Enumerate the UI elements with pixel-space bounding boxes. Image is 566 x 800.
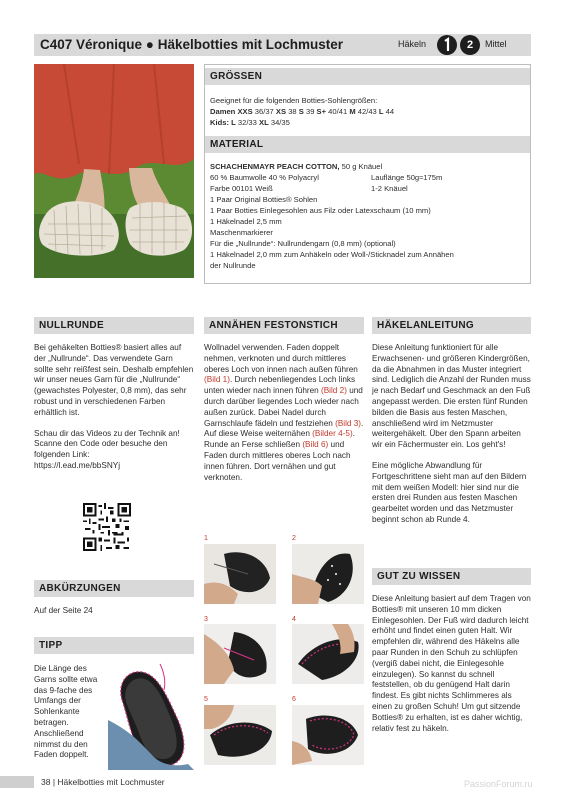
damen-label: Damen	[210, 107, 236, 116]
nullrunde-paragraph: Bei gehäkelten Botties® basiert alles auf der „Nullrunde“. Das verwendete Garn sollte sehr reißfest sein. Deshalb empfehlen wir unser neues Garn für die „Nullrunde“ (gewachstes Polyester, 0,8 mm), das sehr robust und in verschiedenen Farben erhältlich ist.	[34, 343, 194, 417]
photo-ref: (Bild 1)	[204, 375, 230, 385]
groessen-heading: GRÖSSEN	[205, 68, 530, 85]
yarn-composition: 60 % Baumwolle 40 % Polyacryl	[210, 173, 319, 182]
yarn-name: SCHACHENMAYR PEACH COTTON,	[210, 162, 340, 171]
material-line: Maschenmarkierer	[210, 228, 273, 237]
video-link[interactable]: https://l.ead.me/bbSNYj	[34, 460, 121, 470]
nullrunde-paragraph: Schau dir das Videos zu der Technik an! Scanne den Code oder besuche den folgenden Link:	[34, 428, 180, 460]
tipp-text: Die Länge des Garns sollte etwa das 9-fache des Umfangs der Sohlenkante betragen. Anschließend nimmst du den Faden doppelt.	[34, 664, 98, 760]
kids-label: Kids:	[210, 118, 229, 127]
level-one-icon	[437, 35, 457, 55]
haekelanleitung-paragraph: Eine mögliche Abwandlung für Fortgeschrittene sieht man auf den Bildern mit dem weißen Modell: hier sind nur die ersten drei Runden aus festen Maschen gearbeitet worden und das Netzmuster beginnt schon ab Runde 4.	[372, 460, 527, 524]
nullrunde-text	[34, 343, 194, 472]
material-heading: MATERIAL	[205, 136, 530, 153]
haekelanleitung-text	[372, 343, 531, 526]
haekelanleitung-heading: HÄKELANLEITUNG	[372, 317, 531, 334]
level-number-badge: 2	[460, 35, 480, 55]
footer-bar	[0, 776, 34, 788]
material-line: 1 Häkelnadel 2,5 mm	[210, 217, 282, 226]
gut-zu-wissen-heading: GUT ZU WISSEN	[372, 568, 531, 585]
title-bar	[34, 34, 531, 56]
page-title: C407 Véronique ● Häkelbotties mit Lochmuster	[40, 37, 343, 52]
yarn-color: Farbe 00101 Weiß	[210, 184, 273, 193]
level-label: Häkeln	[398, 39, 427, 49]
abkuerzungen-text: Auf der Seite 24	[34, 606, 93, 615]
material-line: 1 Paar Original Botties® Sohlen	[210, 195, 318, 204]
yarn-length: Lauflänge 50g≈175m	[371, 173, 443, 182]
gut-zu-wissen-text: Diese Anleitung basiert auf dem Tragen von Botties® mit unseren 10 mm dicken Einlegesohlen. Der Fuß wird dadurch leicht erhöht und findet einen guten Halt. Wir empfehlen dir, während des Häkelns alle paar Runden in den Schuh zu schlüpfen (vergiß dabei nicht, die Einlegesohle einzulegen). So kannst du schnell feststellen, ob du genügend Halt darin findest. Es gibt nichts Schlimmeres als einen zu großen Schuh! Um gut sitzende Botties® zu erhalten, ist es daher wichtig, relativ fest zu häkeln.	[372, 594, 531, 733]
yarn-amount: 50 g Knäuel	[339, 162, 383, 171]
watermark: PassionForum.ru	[464, 779, 533, 789]
step-photo-4	[292, 624, 364, 684]
level-name: Mittel	[485, 39, 507, 49]
step-photo-1	[204, 544, 276, 604]
photo-number: 1	[204, 535, 208, 542]
photo-number: 2	[292, 535, 296, 542]
step-photo-3	[204, 624, 276, 684]
abkuerzungen-heading: ABKÜRZUNGEN	[34, 580, 194, 597]
tipp-photo	[108, 660, 194, 770]
photo-ref: (Bild 3)	[335, 418, 362, 428]
material-line: Für die „Nullrunde“: Nullrundengarn (0,8 mm) (optional)	[210, 239, 396, 248]
photo-number: 6	[292, 696, 296, 703]
nullrunde-heading: NULLRUNDE	[34, 317, 194, 334]
kids-sizes: Kids: L 32/33 XL 34/35	[210, 118, 290, 127]
yarn-line	[210, 162, 382, 173]
material-line: 1 Paar Botties Einlegesohlen aus Filz oder Latexschaum (10 mm)	[210, 206, 431, 215]
qr-code[interactable]	[83, 503, 131, 551]
tipp-heading: TIPP	[34, 637, 194, 654]
photo-number: 4	[292, 616, 296, 623]
annaehen-text: Wollnadel verwenden. Faden doppelt nehmen, verknoten und durch mittleres oberes Loch von innen nach außen führen (Bild 1). Durch nebenliegendes Loch links unten wieder nach innen führen (Bild 2) und durch darüber liegendes Loch wieder nach außen zurück. Dabei Nadel durch Garnschlaufe fädeln und festziehen (Bild 3). Auf diese Weise weiternähen (Bilder 4-5). Runde an Ferse schließen (Bild 6) und Faden durch mittleres oberes Loch nach innen führen. Dort vernähen und gut verknoten.	[204, 343, 364, 482]
photo-number: 5	[204, 696, 208, 703]
photo-ref: (Bilder 4-5)	[312, 429, 353, 439]
step-photo-2	[292, 544, 364, 604]
page-footer: 38 | Häkelbotties mit Lochmuster	[41, 777, 165, 787]
photo-ref: (Bild 2)	[320, 386, 347, 396]
photo-number: 3	[204, 616, 208, 623]
haekelanleitung-paragraph: Diese Anleitung funktioniert für alle Erwachsenen- und größeren Kindergrößen, da die Abnahmen in das Muster integriert sind. Lediglich die Anzahl der Runden muss je nach Bedarf und Geschmack an den Fuß angepasst werden. Die ersten fünf Runden bilden die Basis aus festen Maschen, anschließend wird im Netzmuster weitergehäkelt. Über den Spann arbeiten wir ein Fächermuster ein. Los geht's!	[372, 343, 531, 450]
yarn-skeins: 1-2 Knäuel	[371, 184, 408, 193]
step-photo-5	[204, 705, 276, 765]
damen-sizes: Damen XXS 36/37 XS 38 S 39 S+ 40/41 M 42/43 L 44	[210, 107, 395, 116]
step-photo-6	[292, 705, 364, 765]
annaehen-heading: ANNÄHEN FESTONSTICH	[204, 317, 364, 334]
main-photo	[34, 64, 194, 278]
photo-ref: (Bild 6)	[302, 440, 329, 450]
material-line: der Nullrunde	[210, 261, 256, 270]
material-line: 1 Häkelnadel 2,0 mm zum Anhäkeln oder Woll-/Sticknadel zum Annähen	[210, 250, 454, 259]
groessen-intro: Geeignet für die folgenden Botties-Sohlengrößen:	[210, 96, 378, 105]
